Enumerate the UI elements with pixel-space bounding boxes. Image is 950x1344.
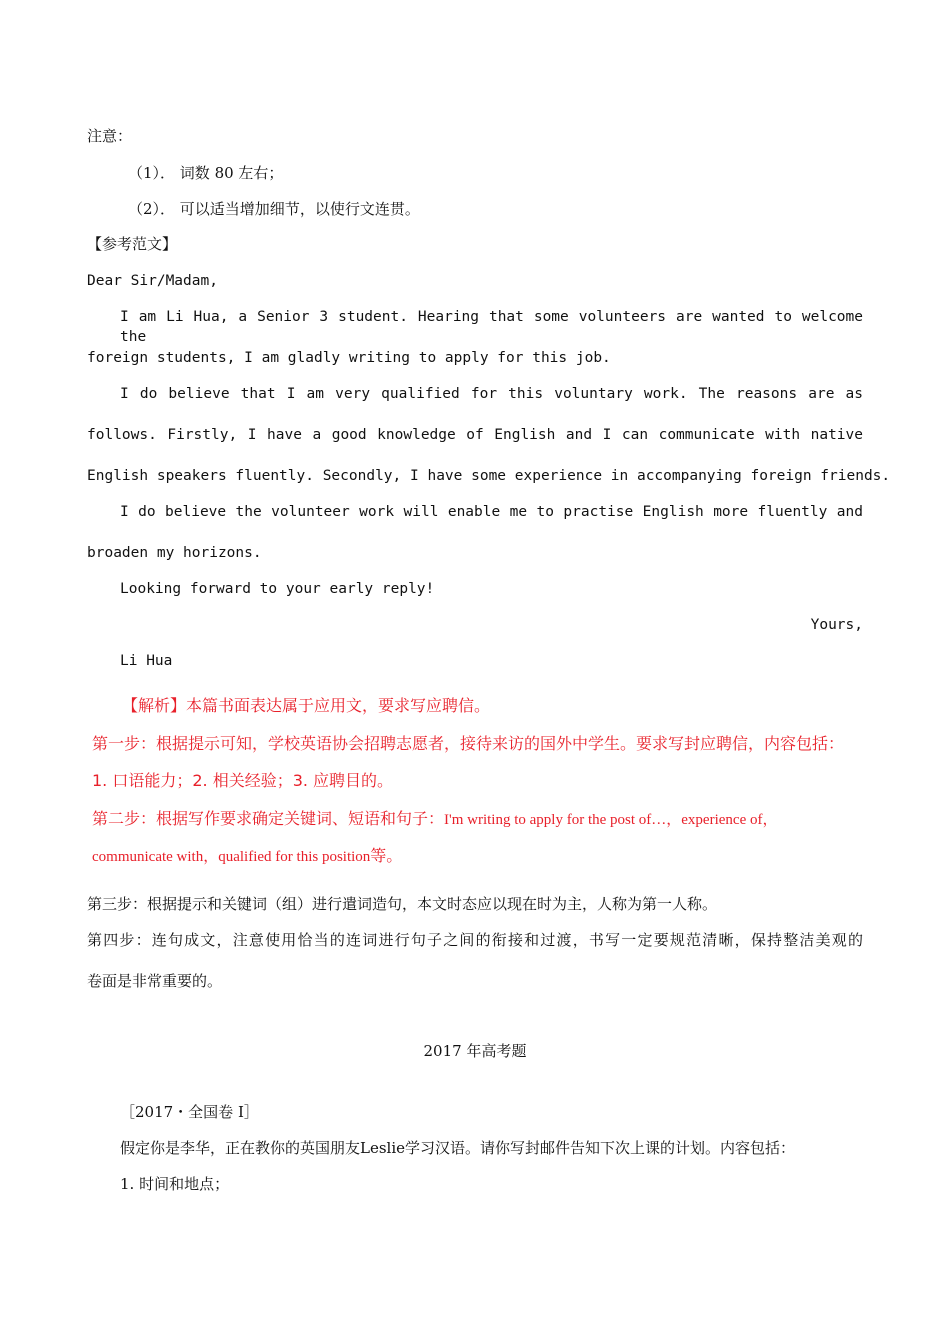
sample-p1-line1: I am Li Hua, a Senior 3 student. Hearing that some volunteers are wanted to welcome the: [120, 309, 863, 345]
analysis-step2-suffix: 等。: [370, 846, 403, 865]
analysis-step4-line1: 第四步：连句成文，注意使用恰当的连词进行句子之间的衔接和过渡，书写一定要规范清晰，保持整洁美观的: [87, 931, 863, 949]
sample-p3-line1: I do believe the volunteer work will enable me to practise English more fluently and: [120, 504, 863, 520]
analysis-step1-line2: 1. 口语能力；2. 相关经验；3. 应聘目的。: [92, 771, 394, 790]
sample-p2-line1: I do believe that I am very qualified for this voluntary work. The reasons are as: [120, 386, 863, 402]
sample-p2-line2: follows. Firstly, I have a good knowledge of English and I can communicate with native: [87, 427, 863, 443]
analysis-step2-english-2: communicate with，qualified for this position: [92, 849, 371, 865]
sample-heading: 【参考范文】: [87, 235, 178, 253]
notes-item-2: （2）． 可以适当增加细节，以使行文连贯。: [128, 200, 420, 218]
exam-prompt: 假定你是李华，正在教你的英国朋友Leslie学习汉语。请你写封邮件告知下次上课的计划。内容包括：: [120, 1139, 796, 1157]
analysis-step2-line1: [92, 809, 872, 830]
sample-signature: Li Hua: [120, 653, 173, 669]
sample-p3-line2: broaden my horizons.: [87, 545, 262, 561]
analysis-step2-line2: [92, 846, 872, 867]
sample-salutation: Dear Sir/Madam,: [87, 273, 218, 289]
analysis-step4-line2: 卷面是非常重要的。: [87, 972, 223, 990]
analysis-step3: 第三步：根据提示和关键词（组）进行遣词造句，本文时态应以现在时为主，人称为第一人称。: [87, 895, 718, 913]
analysis-step2-prefix: 第二步：根据写作要求确定关键词、短语和句子：: [92, 809, 445, 828]
sample-closing: Looking forward to your early reply!: [120, 581, 435, 597]
exam-source: ［2017・全国卷 I］: [120, 1103, 259, 1121]
exam-item-1: 1. 时间和地点；: [120, 1175, 230, 1193]
sample-signoff: Yours,: [810, 617, 863, 633]
notes-item-1: （1）． 词数 80 左右；: [128, 164, 284, 182]
sample-p1-line2: foreign students, I am gladly writing to apply for this job.: [87, 350, 611, 366]
analysis-intro: 【解析】本篇书面表达属于应用文，要求写应聘信。: [122, 696, 491, 715]
analysis-step2-english-1: I'm writing to apply for the post of…，experience of，: [444, 812, 778, 828]
analysis-step1-line1: 第一步：根据提示可知，学校英语协会招聘志愿者，接待来访的国外中学生。要求写封应聘信，内容包括：: [92, 734, 845, 753]
notes-title: 注意：: [87, 127, 133, 145]
exam-section-title: 2017 年高考题: [423, 1042, 527, 1060]
sample-p2-line3: English speakers fluently. Secondly, I have some experience in accompanying foreign friends.: [87, 468, 891, 484]
